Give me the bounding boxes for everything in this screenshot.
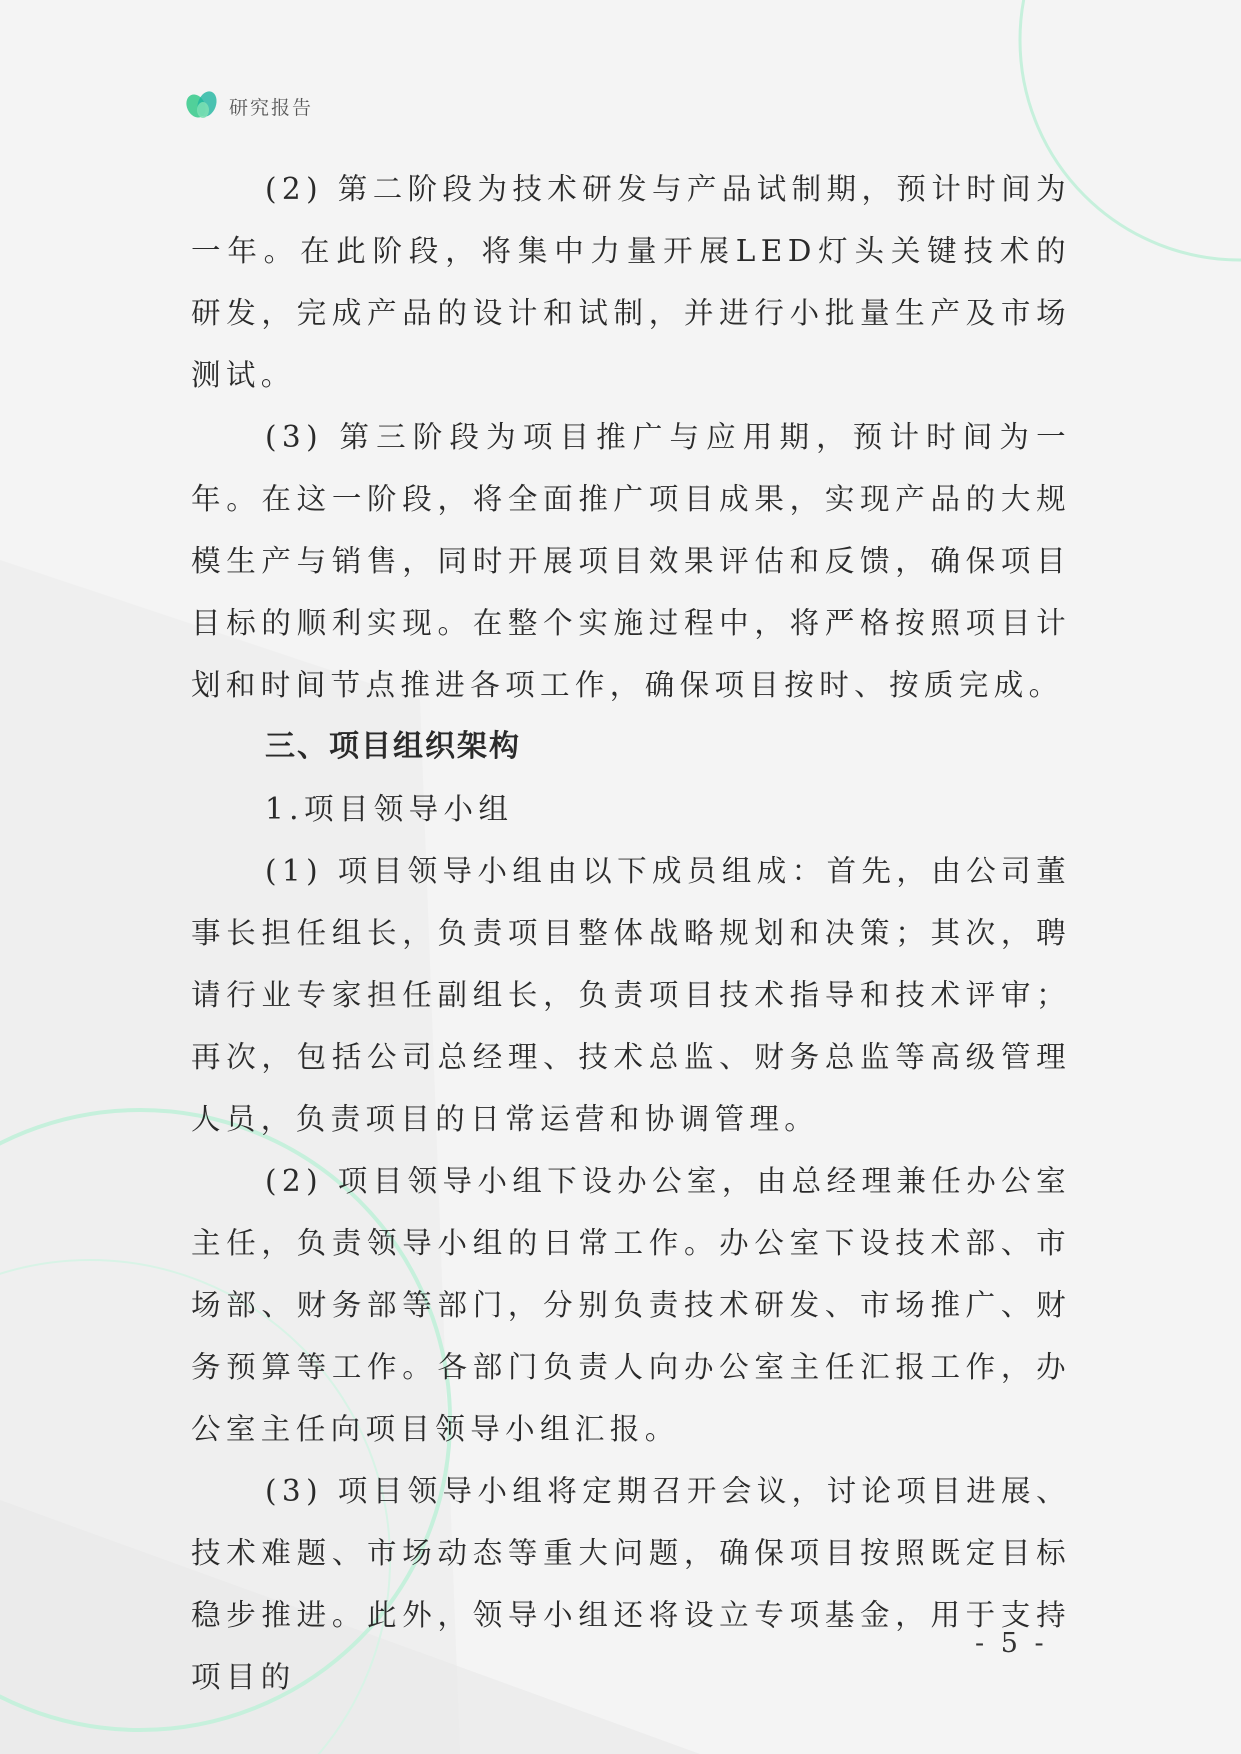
- paragraph-leadership-office: (2) 项目领导小组下设办公室，由总经理兼任办公室主任，负责领导小组的日常工作。办公室下设技术部、市场部、财务部等部门，分别负责技术研发、市场推广、财务预算等工作。各部门负责人向办公室主任汇报工作，办公室主任向项目领导小组汇报。: [191, 1164, 1071, 1446]
- document-body: [191, 158, 1071, 1708]
- paragraph-leadership-members: (1) 项目领导小组由以下成员组成：首先，由公司董事长担任组长，负责项目整体战略规划和决策；其次，聘请行业专家担任副组长，负责项目技术指导和技术评审；再次，包括公司总经理、技术总监、财务总监等高级管理人员，负责项目的日常运营和协调管理。: [191, 854, 1071, 1136]
- page-number: - 5 -: [975, 1628, 1048, 1659]
- paragraph-leadership-meetings: (3) 项目领导小组将定期召开会议，讨论项目进展、技术难题、市场动态等重大问题，确保项目按照既定目标稳步推进。此外，领导小组还将设立专项基金，用于支持项目的: [191, 1474, 1071, 1694]
- report-header: [185, 86, 313, 126]
- green-leaf-logo-icon: [185, 88, 221, 124]
- subsection-heading: 1.项目领导小组: [265, 792, 514, 826]
- paragraph-stage-three: (3) 第三阶段为项目推广与应用期，预计时间为一年。在这一阶段，将全面推广项目成果，实现产品的大规模生产与销售，同时开展项目效果评估和反馈，确保项目目标的顺利实现。在整个实施过程中，将严格按照项目计划和时间节点推进各项工作，确保项目按时、按质完成。: [191, 420, 1071, 702]
- paragraph-stage-two: (2) 第二阶段为技术研发与产品试制期，预计时间为一年。在此阶段，将集中力量开展LED灯头关键技术的研发，完成产品的设计和试制，并进行小批量生产及市场测试。: [191, 172, 1071, 392]
- report-title: 研究报告: [229, 96, 314, 119]
- section-heading: 三、项目组织架构: [265, 729, 521, 764]
